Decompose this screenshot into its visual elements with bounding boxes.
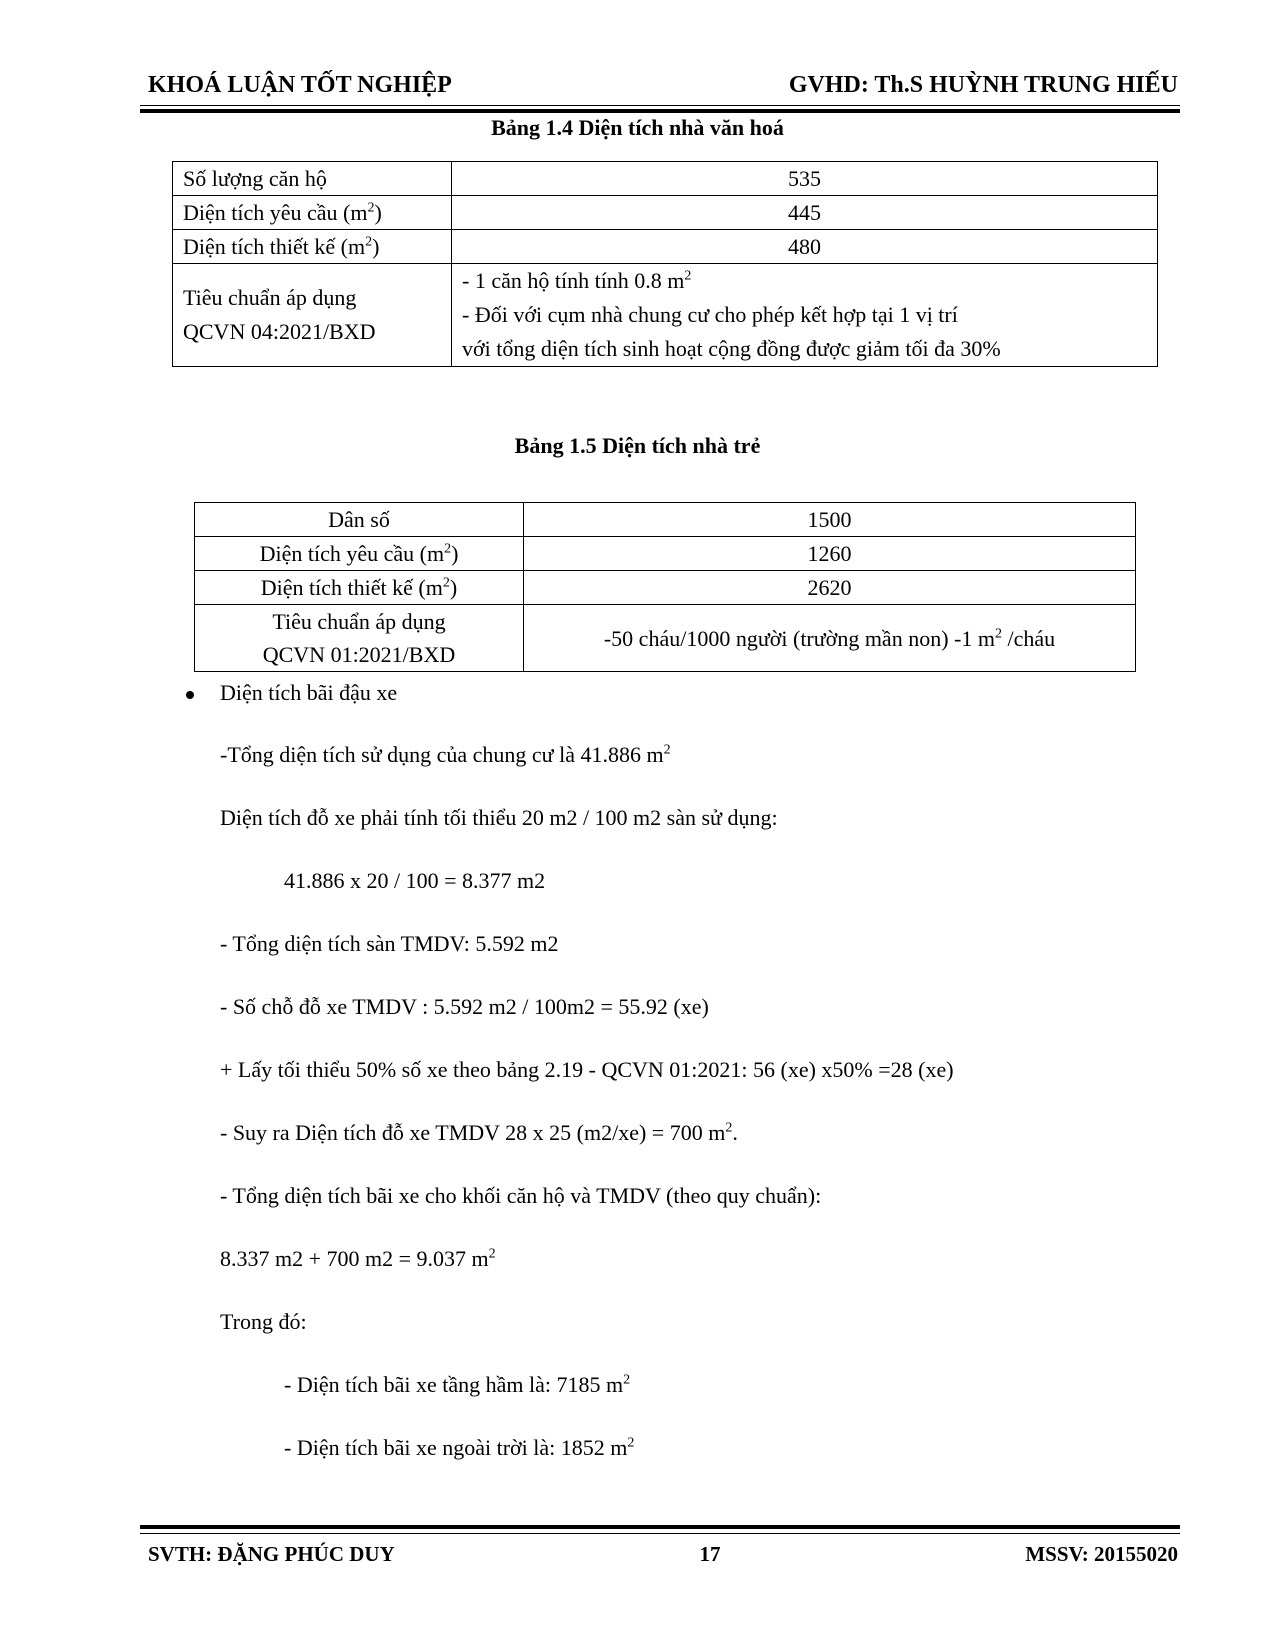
table-cell: 445 (452, 196, 1158, 230)
table-cell: Diện tích yêu cầu $(m^2)$ (195, 537, 524, 571)
table1-caption: Bảng 1.4 Diện tích nhà văn hoá (491, 115, 784, 140)
table-cell: Dân số (195, 503, 524, 537)
table-cell: Tiêu chuẩn áp dụng QCVN 04:2021/BXD (173, 264, 452, 367)
paragraph-line: - Suy ra Diện tích đỗ xe TMDV 28 x 25 (m2/xe) = 700 $m^2$. (220, 1120, 738, 1145)
footer-rule-thick (140, 1525, 1180, 1529)
header-thesis-title: KHOÁ LUẬN TỐT NGHIỆP (148, 72, 452, 98)
table-cell: 2620 (524, 571, 1136, 605)
paragraph-line: -Tổng diện tích sử dụng của chung cư là 41.886 $m^2$ (220, 742, 671, 767)
formula-line: 41.886 x 20 / 100 = 8.377 m2 (284, 868, 546, 893)
header-advisor: GVHD: Th.S HUỲNH TRUNG HIẾU (788, 72, 1178, 98)
header-rule-thin (140, 105, 1180, 106)
table-cell: Diện tích thiết kế $(m^2)$ (195, 571, 524, 605)
paragraph-line: Trong đó: (220, 1309, 307, 1334)
paragraph-line: - Diện tích bãi xe tầng hầm là: 7185 $m^2$ (284, 1372, 631, 1397)
paragraph-line: - Tổng diện tích sàn TMDV: 5.592 m2 (220, 931, 559, 956)
paragraph-line: - Tổng diện tích bãi xe cho khối căn hộ và TMDV (theo quy chuẩn): (220, 1183, 822, 1208)
table-cell: 1260 (524, 537, 1136, 571)
table-cell: Diện tích thiết kế $(m^2)$ (173, 230, 452, 264)
table-kindergarten-area (194, 502, 1136, 672)
table-cell: -50 cháu/1000 người (trường mần non) -1 $m^2$ /cháu (524, 605, 1136, 672)
page-header (148, 72, 1178, 99)
page-footer (148, 1542, 1178, 1567)
bullet-parking-area: Diện tích bãi đậu xe (220, 680, 398, 705)
table-row (173, 162, 1158, 196)
paragraph-line: - Số chỗ đỗ xe TMDV : 5.592 m2 / 100m2 = 55.92 (xe) (220, 994, 709, 1019)
table-cell: Diện tích yêu cầu $(m^2)$ (173, 196, 452, 230)
paragraph-line: Diện tích đỗ xe phải tính tối thiểu 20 m2 / 100 m2 sàn sử dụng: (220, 805, 778, 830)
footer-student: SVTH: ĐẶNG PHÚC DUY (148, 1542, 395, 1566)
table-row (195, 571, 1136, 605)
footer-student-id: MSSV: 20155020 (1025, 1542, 1178, 1566)
table-row (195, 537, 1136, 571)
table-cell: 535 (452, 162, 1158, 196)
paragraph-line: + Lấy tối thiểu 50% số xe theo bảng 2.19 - QCVN 01:2021: 56 (xe) x50% =28 (xe) (220, 1057, 954, 1082)
page-number: 17 (699, 1542, 721, 1566)
table2-caption: Bảng 1.5 Diện tích nhà trẻ (514, 433, 761, 458)
header-rule-thick (140, 109, 1180, 113)
footer-rule-thin (140, 1533, 1180, 1534)
paragraph-line: 8.337 m2 + 700 m2 = 9.037 $m^2$ (220, 1246, 496, 1271)
table-row (195, 605, 1136, 672)
table-row (173, 196, 1158, 230)
table-row (173, 230, 1158, 264)
table-row (195, 503, 1136, 537)
table-row (173, 264, 1158, 367)
bullet-icon (186, 691, 194, 699)
table-cell: Số lượng căn hộ (173, 162, 452, 196)
table-cell: Tiêu chuẩn áp dụng QCVN 01:2021/BXD (195, 605, 524, 672)
table-culture-house-area (172, 161, 1158, 367)
table-cell: - 1 căn hộ tính tính 0.8 $m^2$ - Đối với cụm nhà chung cư cho phép kết hợp tại 1 vị trí với tổng diện tích sinh hoạt cộng đồng được giảm tối đa 30% (452, 264, 1158, 367)
table-cell: 480 (452, 230, 1158, 264)
table-cell: 1500 (524, 503, 1136, 537)
paragraph-line: - Diện tích bãi xe ngoài trời là: 1852 $m^2$ (284, 1435, 635, 1460)
